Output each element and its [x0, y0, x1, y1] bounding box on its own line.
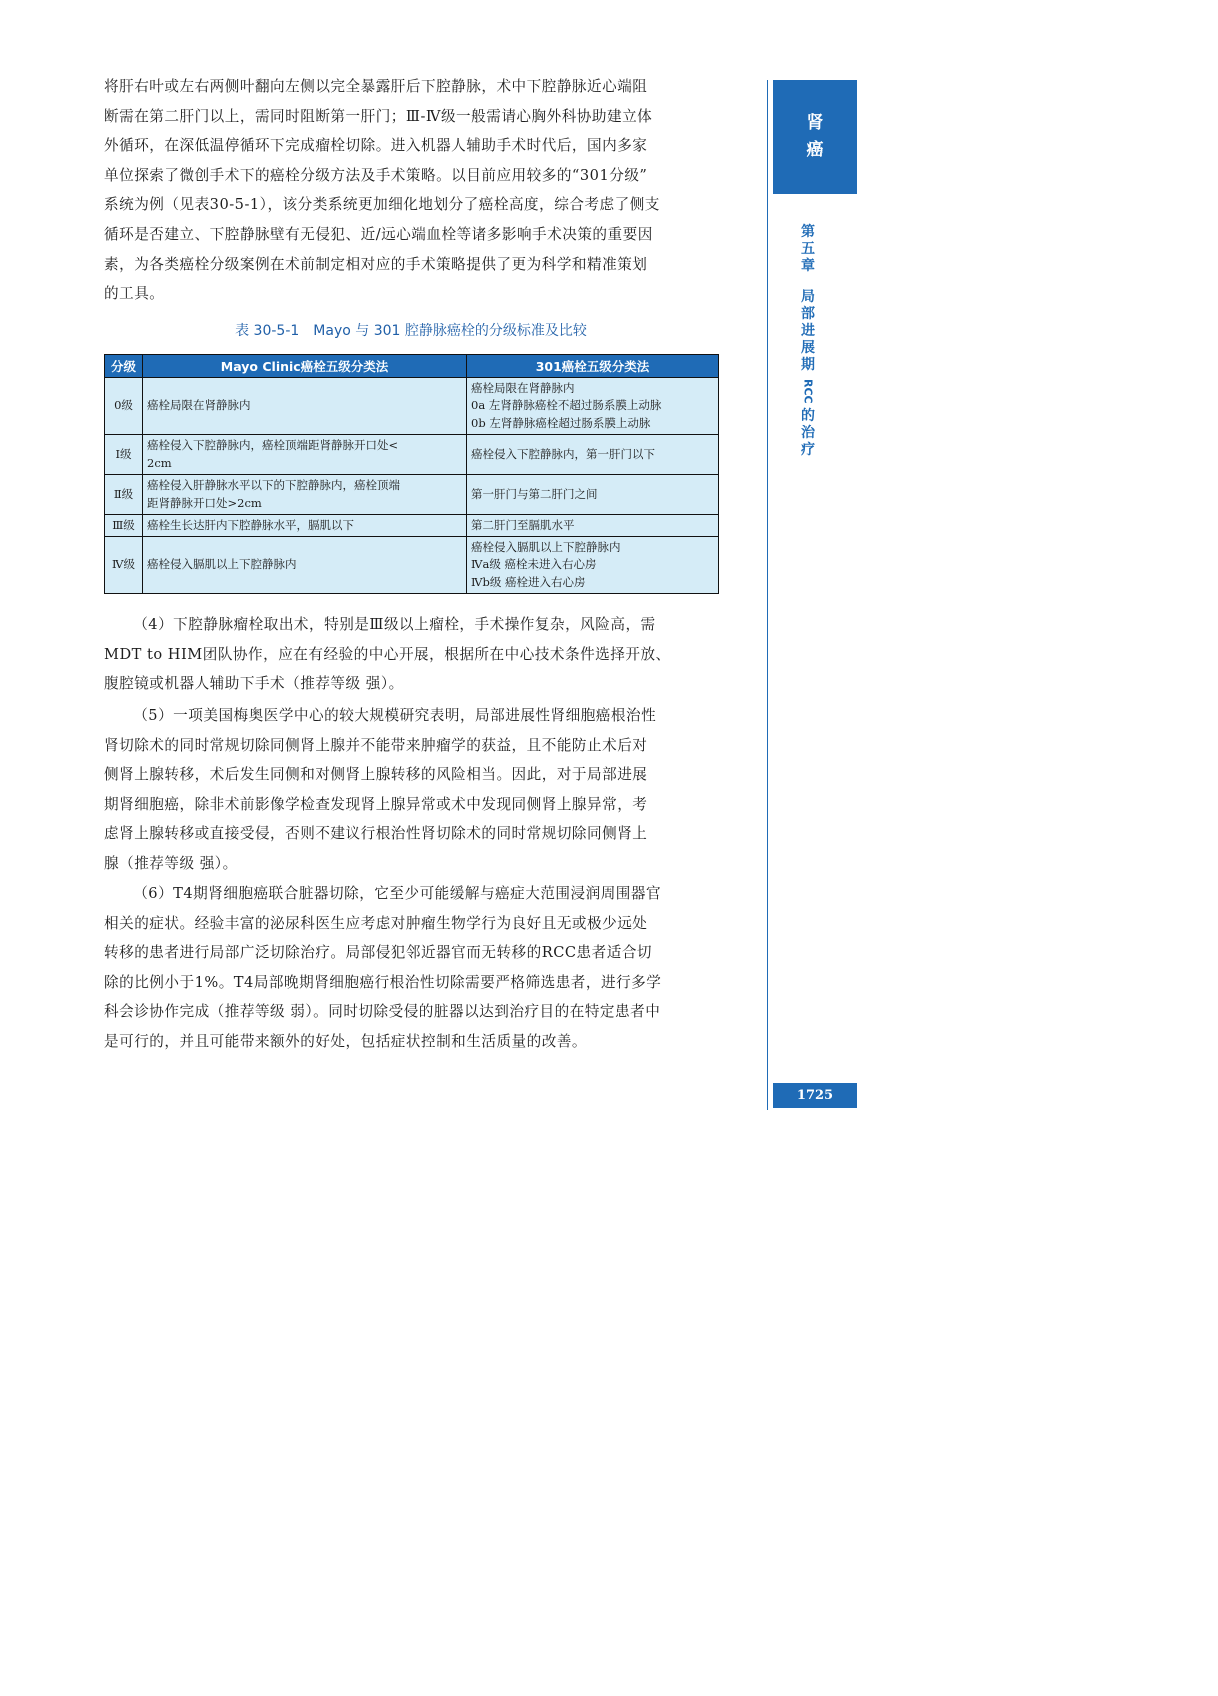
para-line: （4）下腔静脉瘤栓取出术，特别是Ⅲ级以上瘤栓，手术操作复杂，风险高，需	[133, 616, 656, 633]
header-level: 分级	[105, 355, 143, 378]
level-cell: 0级	[105, 378, 143, 435]
intro-line: 单位探索了微创手术下的癌栓分级方法及手术策略。以目前应用较多的“301分级”	[104, 166, 648, 184]
chapter-char: 部	[801, 306, 815, 322]
s301-cell	[467, 435, 719, 475]
cell-text: Ⅳb级 癌栓进入右心房	[471, 574, 586, 589]
staging-table	[104, 354, 719, 594]
chapter-char: RCC	[801, 378, 815, 404]
cell-text: 0a 左肾静脉癌栓不超过肠系膜上动脉	[471, 398, 662, 413]
level-cell: Ⅳ级	[105, 537, 143, 594]
intro-line: 外循环，在深低温停循环下完成瘤栓切除。进入机器人辅助手术时代后，国内多家	[104, 137, 648, 155]
table-row	[105, 475, 719, 515]
para-line: 肾切除术的同时常规切除同侧肾上腺并不能带来肿瘤学的获益，且不能防止术后对	[104, 736, 648, 754]
table-row	[105, 515, 719, 537]
para-line: 相关的症状。经验丰富的泌尿科医生应考虑对肿瘤生物学行为良好且无或极少远处	[104, 914, 648, 932]
intro-line: 系统为例（见表30-5-1），该分类系统更加细化地划分了癌栓高度，综合考虑了侧支	[104, 196, 660, 214]
chapter-spacer	[796, 275, 820, 289]
chapter-number	[796, 224, 820, 275]
cell-text: 距肾静脉开口处>2cm	[147, 495, 262, 510]
para-line: 虑肾上腺转移或直接受侵，否则不建议行根治性肾切除术的同时常规切除同侧肾上	[104, 825, 648, 843]
s301-cell	[467, 537, 719, 594]
cell-text: 癌栓局限在肾静脉内	[471, 380, 575, 395]
chapter-title	[796, 289, 820, 459]
level-cell: Ⅰ级	[105, 435, 143, 475]
cell-text: 癌栓侵入下腔静脉内，癌栓顶端距肾静脉开口处<	[147, 438, 399, 452]
intro-line: 断需在第二肝门以上，需同时阻断第一肝门；Ⅲ-Ⅳ级一般需请心胸外科协助建立体	[104, 107, 653, 125]
s301-cell	[467, 475, 719, 515]
intro-line: 循环是否建立、下腔静脉壁有无侵犯、近/远心端血栓等诸多影响手术决策的重要因	[104, 225, 653, 243]
para-line: 转移的患者进行局部广泛切除治疗。局部侵犯邻近器官而无转移的RCC患者适合切	[104, 944, 653, 962]
para-line: MDT to HIM团队协作，应在有经验的中心开展，根据所在中心技术条件选择开放、	[104, 645, 671, 663]
mayo-cell	[143, 378, 467, 435]
header-mayo: Mayo Clinic癌栓五级分类法	[143, 355, 467, 378]
para-line: 侧肾上腺转移，术后发生同侧和对侧肾上腺转移的风险相当。因此，对于局部进展	[104, 766, 648, 784]
chapter-char: 第	[801, 224, 815, 240]
paragraph-4	[104, 610, 718, 699]
mayo-cell	[143, 475, 467, 515]
book-title-char: 癌	[806, 140, 824, 160]
header-301: 301癌栓五级分类法	[467, 355, 719, 378]
cell-text: 癌栓生长达肝内下腔静脉水平，膈肌以下	[147, 517, 354, 532]
chapter-char: 治	[801, 425, 815, 441]
table-row	[105, 537, 719, 594]
mayo-cell	[143, 515, 467, 537]
book-title-char: 肾	[806, 113, 824, 133]
cell-text: Ⅳa级 癌栓未进入右心房	[471, 557, 597, 572]
s301-cell	[467, 378, 719, 435]
chapter-char: 五	[801, 241, 815, 257]
chapter-char: 疗	[801, 442, 815, 458]
para-line: 科会诊协作完成（推荐等级 弱）。同时切除受侵的脏器以达到治疗目的在特定患者中	[104, 1003, 661, 1021]
cell-text: 癌栓局限在肾静脉内	[147, 398, 251, 413]
intro-paragraph	[104, 72, 718, 309]
chapter-char: 进	[801, 323, 815, 339]
level-cell: Ⅱ级	[105, 475, 143, 515]
level-cell: Ⅲ级	[105, 515, 143, 537]
para-line: （6）T4期肾细胞癌联合脏器切除，它至少可能缓解与癌症大范围浸润周围器官	[133, 885, 662, 902]
s301-cell	[467, 515, 719, 537]
table-caption: 表 30-5-1 Mayo 与 301 腔静脉癌栓的分级标准及比较	[235, 323, 587, 339]
chapter-char: 的	[801, 408, 815, 424]
chapter-char: 期	[801, 357, 815, 373]
sidebar-rule	[767, 80, 768, 1110]
mayo-cell	[143, 537, 467, 594]
intro-line: 将肝右叶或左右两侧叶翻向左侧以完全暴露肝后下腔静脉，术中下腔静脉近心端阻	[104, 78, 648, 95]
para-line: （5）一项美国梅奥医学中心的较大规模研究表明，局部进展性肾细胞癌根治性	[133, 707, 657, 724]
cell-text: 癌栓侵入下腔静脉内，第一肝门以下	[471, 446, 655, 461]
chapter-heading	[796, 224, 820, 459]
book-title-tab	[773, 80, 857, 194]
table-row	[105, 378, 719, 435]
cell-text: 癌栓侵入膈肌以上下腔静脉内	[147, 557, 297, 572]
para-line: 除的比例小于1%。T4局部晚期肾细胞癌行根治性切除需要严格筛选患者，进行多学	[104, 973, 662, 991]
para-line: 腺（推荐等级 强）。	[104, 854, 238, 872]
table-header-row	[105, 355, 719, 378]
cell-text: 2cm	[147, 455, 172, 470]
table-row	[105, 435, 719, 475]
paragraph-6	[104, 879, 718, 1057]
intro-line: 素，为各类癌栓分级案例在术前制定相对应的手术策略提供了更为科学和精准策划	[104, 255, 648, 273]
cell-text: 第一肝门与第二肝门之间	[471, 486, 598, 501]
page-number: 1725	[773, 1083, 857, 1108]
chapter-char: 章	[801, 258, 815, 274]
cell-text: 第二肝门至膈肌水平	[471, 517, 575, 532]
para-line: 腹腔镜或机器人辅助下手术（推荐等级 强）。	[104, 675, 404, 693]
cell-text: 0b 左肾静脉癌栓超过肠系膜上动脉	[471, 415, 651, 430]
mayo-cell	[143, 435, 467, 475]
chapter-char: 局	[801, 289, 815, 305]
cell-text: 癌栓侵入肝静脉水平以下的下腔静脉内，癌栓顶端	[147, 478, 400, 492]
cell-text: 癌栓侵入膈肌以上下腔静脉内	[471, 539, 621, 554]
para-line: 是可行的，并且可能带来额外的好处，包括症状控制和生活质量的改善。	[104, 1032, 588, 1050]
paragraph-5	[104, 701, 718, 879]
intro-line: 的工具。	[104, 285, 165, 303]
para-line: 期肾细胞癌，除非术前影像学检查发现肾上腺异常或术中发现同侧肾上腺异常，考	[104, 795, 648, 813]
chapter-char: 展	[801, 340, 815, 356]
